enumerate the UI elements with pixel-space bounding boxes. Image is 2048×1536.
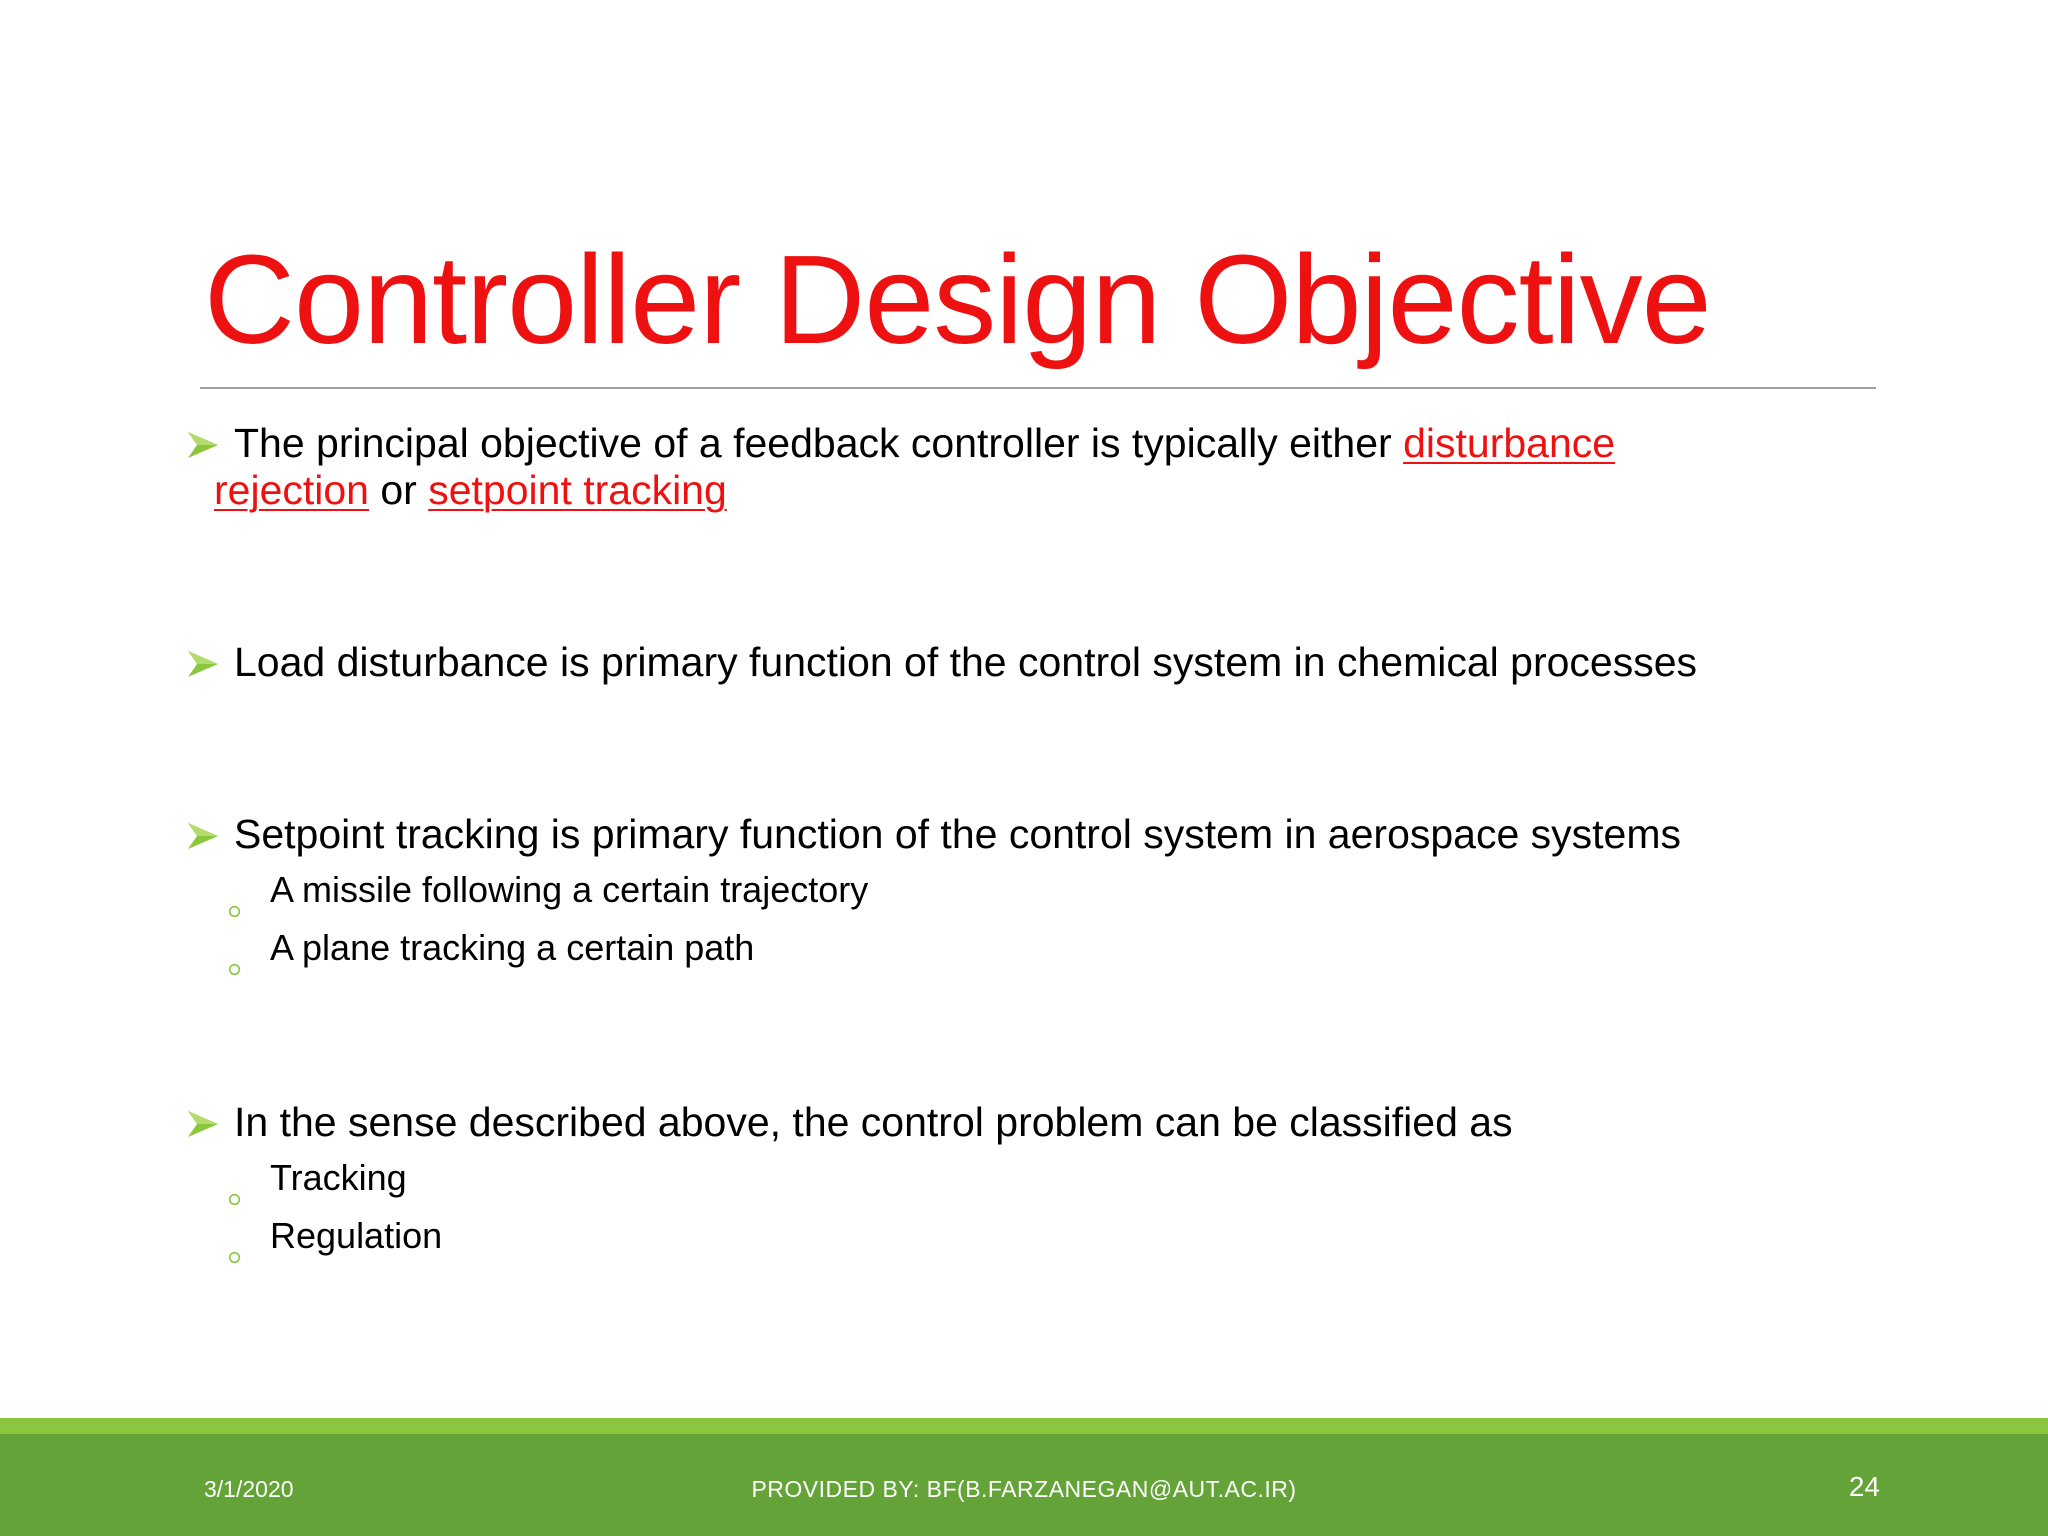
- sub-item-4-2: [228, 1214, 442, 1258]
- bullet-1-wrapline: [214, 467, 1866, 514]
- arrow-bullet-icon: [186, 647, 220, 681]
- circle-bullet-icon: [228, 1172, 241, 1185]
- footer-accent-stripe: [0, 1418, 2048, 1434]
- setpoint-tracking-link[interactable]: setpoint tracking: [428, 467, 727, 513]
- disturbance-rejection-link[interactable]: disturbance: [1403, 420, 1616, 466]
- sub-item-3-2: [228, 926, 754, 970]
- arrow-bullet-icon: [186, 428, 220, 462]
- bullet-1-text-middle: or: [368, 467, 429, 513]
- disturbance-rejection-link-cont[interactable]: rejection: [214, 467, 369, 513]
- sub-item-text: Regulation: [270, 1215, 443, 1256]
- slide-title: Controller Design Objective: [204, 229, 1711, 370]
- bullet-item-1: [186, 420, 1866, 514]
- bullet-item-4: [186, 1099, 1866, 1146]
- bullet-text-2: Load disturbance is primary function of the control system in chemical processes: [234, 639, 1698, 685]
- bullet-text-4: In the sense described above, the control problem can be classified as: [234, 1099, 1513, 1145]
- arrow-bullet-icon: [186, 819, 220, 853]
- bullet-item-3: [186, 811, 1866, 858]
- sub-item-text: A missile following a certain trajectory: [270, 869, 869, 910]
- footer-provider: PROVIDED BY: BF(B.FARZANEGAN@AUT.AC.IR): [751, 1476, 1297, 1502]
- page-number: 24: [1848, 1471, 1880, 1502]
- circle-bullet-icon: [228, 884, 241, 897]
- sub-item-text: A plane tracking a certain path: [270, 927, 755, 968]
- circle-bullet-icon: [228, 942, 241, 955]
- footer-bar: [0, 1434, 2048, 1536]
- sub-item-4-1: [228, 1156, 407, 1200]
- bullet-text-3: Setpoint tracking is primary function of the control system in aerospace systems: [234, 811, 1682, 857]
- sub-item-text: Tracking: [270, 1157, 407, 1198]
- bullet-item-2: [186, 639, 1866, 686]
- sub-item-3-1: [228, 868, 868, 912]
- bullet-1-text-before: The principal objective of a feedback controller is typically either: [234, 420, 1404, 466]
- footer-date: 3/1/2020: [204, 1476, 294, 1502]
- circle-bullet-icon: [228, 1230, 241, 1243]
- bullet-text-1: [186, 420, 1866, 514]
- arrow-bullet-icon: [186, 1107, 220, 1141]
